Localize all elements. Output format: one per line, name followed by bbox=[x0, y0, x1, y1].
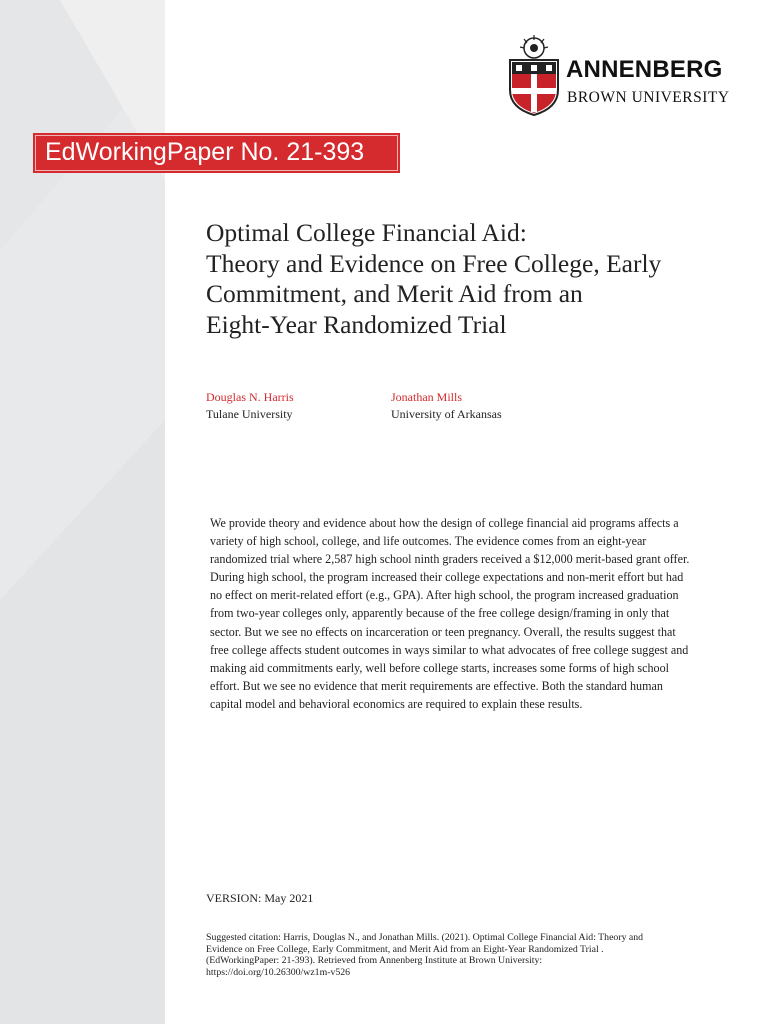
suggested-citation bbox=[206, 932, 726, 978]
working-paper-banner bbox=[33, 133, 400, 173]
brown-shield-icon bbox=[508, 34, 560, 116]
abstract-line: free college affects student outcomes in ways similar to what advocates of free college suggest and bbox=[210, 642, 689, 657]
author-affiliation: University of Arkansas bbox=[391, 407, 502, 421]
author-block bbox=[391, 389, 502, 423]
paper-title bbox=[206, 218, 746, 340]
abstract-line: randomized trial where 2,587 high school ninth graders received a $12,000 merit-based grant offer. bbox=[210, 552, 690, 567]
citation-line: Suggested citation: Harris, Douglas N., and Jonathan Mills. (2021). Optimal College Financial Aid: Theory and bbox=[206, 932, 644, 943]
working-paper-number: EdWorkingPaper No. 21-393 bbox=[45, 138, 365, 166]
abstract-line: making aid commitments early, well before college starts, increases some forms of high school bbox=[210, 660, 669, 675]
abstract-line: sector. But we see no effects on incarceration or teen pregnancy. Overall, the results suggest that bbox=[210, 624, 676, 639]
abstract-line: from two-year colleges only, apparently because of the free college design/framing in only that bbox=[210, 606, 670, 621]
title-line: Eight-Year Randomized Trial bbox=[206, 309, 507, 339]
title-line: Optimal College Financial Aid: bbox=[206, 218, 527, 247]
citation-doi-link[interactable]: https://doi.org/10.26300/wz1m-v526 bbox=[206, 966, 351, 978]
author-name: Jonathan Mills bbox=[391, 390, 462, 404]
abstract-line: variety of high school, college, and life outcomes. The evidence comes from an eight-year bbox=[210, 534, 647, 549]
citation-line: Evidence on Free College, Early Commitment, and Merit Aid from an Eight-Year Randomized Trial . bbox=[206, 943, 604, 955]
abstract-line: capital model and behavioral economics are required to explain these results. bbox=[210, 696, 583, 711]
title-line: Commitment, and Merit Aid from an bbox=[206, 279, 583, 308]
annenberg-logo bbox=[508, 34, 730, 124]
citation-line: (EdWorkingPaper: 21-393). Retrieved from Annenberg Institute at Brown University: bbox=[206, 955, 543, 967]
version-label: VERSION: May 2021 bbox=[206, 891, 314, 905]
abstract-line: During high school, the program increased their college expectations and non-merit effort but had bbox=[210, 570, 684, 585]
abstract-line: no effect on merit-related effort (e.g., GPA). After high school, the program increased graduation bbox=[210, 588, 679, 603]
logo-subtitle: BROWN UNIVERSITY bbox=[567, 89, 730, 106]
title-line: Theory and Evidence on Free College, Early bbox=[206, 248, 662, 278]
abstract-line: effort. But we see no evidence that merit requirements are effective. Both the standard human bbox=[210, 678, 663, 693]
abstract bbox=[210, 514, 725, 713]
author-block bbox=[206, 389, 294, 423]
abstract-line: We provide theory and evidence about how the design of college financial aid programs affects a bbox=[210, 516, 679, 530]
logo-name: ANNENBERG bbox=[566, 56, 723, 83]
author-name: Douglas N. Harris bbox=[206, 390, 294, 404]
author-affiliation: Tulane University bbox=[206, 407, 293, 421]
